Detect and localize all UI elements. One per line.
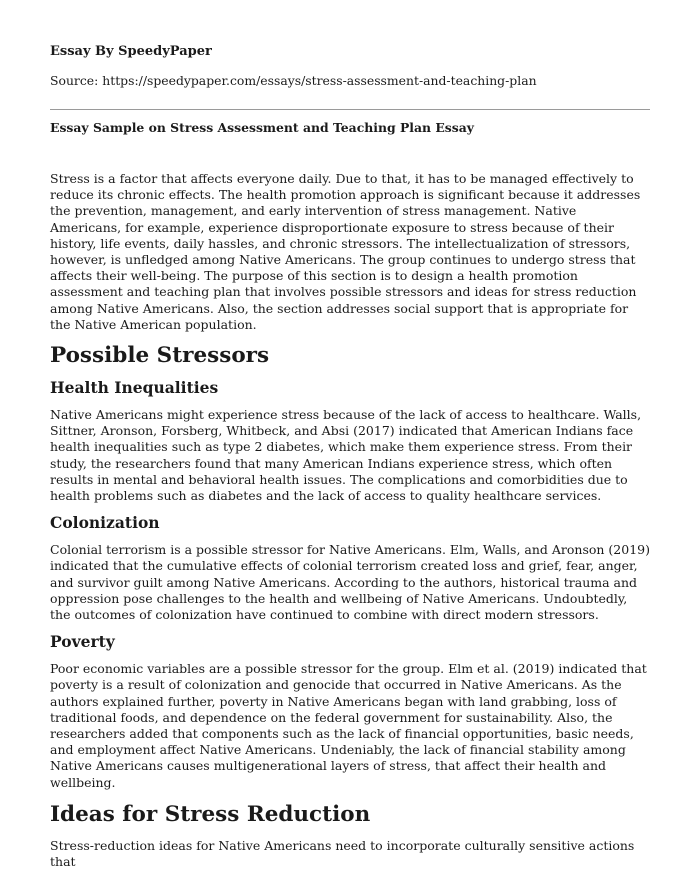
paragraph-colonization: Colonial terrorism is a possible stressor for Native Americans. Elm, Walls, and Aronson (2019) indicated that the cumulative effects of colonial terrorism created loss and grief, fear, anger, and survivor guilt among Native Americans. According to the authors, historical trauma and oppression pose challenges to the health and wellbeing of Native Americans. Undoubtedly, the outcomes of colonization have continued to combine with direct modern stressors.: [50, 542, 650, 623]
section-heading-stress-reduction: Ideas for Stress Reduction: [50, 801, 371, 827]
essay-title: Essay Sample on Stress Assessment and Teaching Plan Essay: [50, 120, 474, 135]
paragraph-health-inequalities: Native Americans might experience stress because of the lack of access to healthcare. Walls, Sittner, Aronson, Forsberg, Whitbeck, and Absi (2017) indicated that American Indians face health inequalities such as type 2 diabetes, which make them experience stress. From their study, the researchers found that many American Indians experience stress, which often results in mental and behavioral health issues. The complications and comorbidities due to health problems such as diabetes and the lack of access to quality healthcare services.: [50, 407, 642, 504]
subheading-poverty: Poverty: [50, 632, 115, 652]
paragraph-stress-reduction: Stress-reduction ideas for Native Americans need to incorporate culturally sensitive actions that: [50, 837, 635, 870]
brand-title: Essay By SpeedyPaper: [50, 44, 212, 59]
subheading-health-inequalities: Health Inequalities: [50, 378, 219, 398]
essay-body: [50, 171, 650, 870]
paragraph-poverty: Poor economic variables are a possible stressor for the group. Elm et al. (2019) indicated that poverty is a result of colonization and genocide that occurred in Native Americans. As the authors explained further, poverty in Native Americans began with land grabbing, loss of traditional foods, and dependence on the federal government for sustainability. Also, the researchers added that components such as the lack of financial opportunities, basic needs, and employment affect Native Americans. Undeniably, the lack of financial stability among Native Americans causes multigenerational layers of stress, that affect their health and wellbeing.: [50, 661, 647, 790]
intro-paragraph: Stress is a factor that affects everyone daily. Due to that, it has to be managed effectively to reduce its chronic effects. The health promotion approach is significant because it addresses the prevention, management, and early intervention of stress management. Native Americans, for example, experience disproportionate exposure to stress because of their history, life events, daily hassles, and chronic stressors. The intellectualization of stressors, however, is unfledged among Native Americans. The group continues to undergo stress that affects their well-being. The purpose of this section is to design a health promotion assessment and teaching plan that involves possible stressors and ideas for stress reduction among Native Americans. Also, the section addresses social support that is appropriate for the Native American population.: [50, 171, 641, 332]
source-line: Source: https://speedypaper.com/essays/stress-assessment-and-teaching-plan: [50, 73, 537, 88]
subheading-colonization: Colonization: [50, 513, 160, 533]
header-divider: [50, 109, 650, 110]
section-heading-possible-stressors: Possible Stressors: [50, 343, 270, 369]
